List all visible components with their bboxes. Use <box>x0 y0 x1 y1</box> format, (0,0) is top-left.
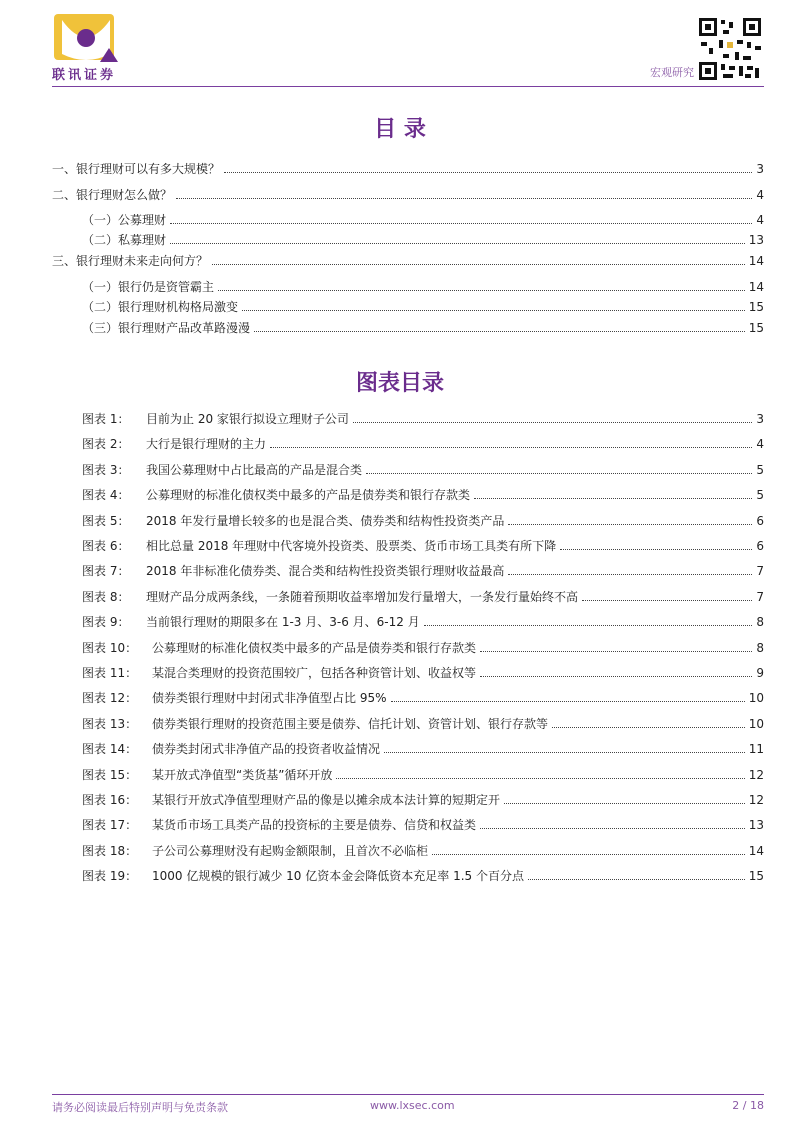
toc-title: 目 录 <box>374 117 426 142</box>
toc-entry-page: 4 <box>756 213 764 227</box>
dot-leader <box>218 289 745 291</box>
figure-number: 图表 17： <box>82 818 138 833</box>
figure-page: 3 <box>756 412 764 426</box>
figure-page: 6 <box>756 539 764 553</box>
toc-entry-page: 15 <box>748 300 764 314</box>
dot-leader <box>480 650 752 652</box>
figure-entry[interactable] <box>82 713 764 731</box>
figure-page: 14 <box>748 843 764 858</box>
figure-caption: 公募理财的标准化债权类中最多的产品是债券类和银行存款类 <box>152 640 477 655</box>
figure-caption: 债券类银行理财中封闭式非净值型占比 95% <box>152 691 387 706</box>
toc-entry-label: 三、银行理财未来走向何方？ <box>52 254 209 268</box>
dot-leader <box>480 675 752 677</box>
figure-caption: 某货币市场工具类产品的投资标的主要是债券、信贷和权益类 <box>152 818 477 833</box>
figure-number: 图表 2： <box>82 437 130 452</box>
figure-number: 图表 14： <box>82 742 138 757</box>
dot-leader <box>391 700 745 702</box>
figure-caption: 某开放式净值型“类货基”循环开放 <box>152 767 333 782</box>
figure-entry[interactable] <box>82 535 764 553</box>
dot-leader <box>560 548 752 550</box>
dot-leader <box>336 777 744 779</box>
dot-leader <box>508 573 752 575</box>
figure-entry[interactable] <box>82 662 764 680</box>
figure-entry[interactable] <box>82 764 764 782</box>
dot-leader <box>582 599 752 601</box>
dot-leader <box>170 242 745 244</box>
figure-caption: 某混合类理财的投资范围较广，包括各种资管计划、收益权等 <box>152 666 477 680</box>
figure-page: 10 <box>748 716 764 731</box>
dot-leader <box>480 827 745 829</box>
qr-code-icon <box>697 16 763 82</box>
toc-entry[interactable] <box>82 276 764 294</box>
dot-leader <box>270 446 752 448</box>
figure-number: 图表 1： <box>82 412 130 426</box>
figure-number: 图表 11： <box>82 666 138 680</box>
toc-entry-label: （二）银行理财机构格局激变 <box>82 300 239 314</box>
figure-number: 图表 9： <box>82 615 130 630</box>
figure-page: 7 <box>756 589 764 604</box>
toc-entry-page: 15 <box>748 321 764 335</box>
toc-entry-label: （三）银行理财产品改革路漫漫 <box>82 321 251 335</box>
toc-entry[interactable] <box>52 250 764 268</box>
toc-entry[interactable] <box>52 158 764 176</box>
figure-page: 12 <box>748 793 764 807</box>
figure-page: 6 <box>756 513 764 528</box>
dot-leader <box>552 726 745 728</box>
figure-number: 图表 12： <box>82 691 138 706</box>
figure-entry[interactable] <box>82 459 764 477</box>
figure-caption: 理财产品分成两条线，一条随着预期收益率增加发行量增大，一条发行量始终不高 <box>146 589 579 604</box>
figure-page: 15 <box>748 869 764 884</box>
figure-page: 8 <box>756 615 764 630</box>
footer-website[interactable]: www.lxsec.com <box>370 1099 455 1112</box>
dot-leader <box>170 222 752 224</box>
figure-entry[interactable] <box>82 560 764 578</box>
figure-entry[interactable] <box>82 814 764 832</box>
figure-caption: 2018 年发行量增长较多的也是混合类、债券类和结构性投资类产品 <box>146 513 505 528</box>
figure-entry[interactable] <box>82 789 764 807</box>
toc-entry-page: 13 <box>748 233 764 247</box>
dot-leader <box>424 624 753 626</box>
dot-leader <box>254 330 745 332</box>
dot-leader <box>176 197 752 199</box>
figure-number: 图表 10： <box>82 640 138 655</box>
footer-rule <box>52 1094 764 1095</box>
dot-leader <box>384 751 745 753</box>
dot-leader <box>212 263 745 265</box>
figure-number: 图表 16： <box>82 793 138 807</box>
dot-leader <box>242 309 745 311</box>
figure-entry[interactable] <box>82 484 764 502</box>
figure-number: 图表 19： <box>82 869 138 884</box>
dot-leader <box>504 802 745 804</box>
figure-entry[interactable] <box>82 687 764 705</box>
figure-page: 11 <box>748 742 764 757</box>
toc-entry[interactable] <box>82 296 764 314</box>
figure-caption: 2018 年非标准化债券类、混合类和结构性投资类银行理财收益最高 <box>146 564 505 579</box>
figure-caption: 债券类封闭式非净值产品的投资者收益情况 <box>152 742 381 757</box>
figure-page: 9 <box>756 666 764 680</box>
dot-leader <box>224 171 752 173</box>
dot-leader <box>474 497 752 499</box>
figure-caption: 公募理财的标准化债权类中最多的产品是债券类和银行存款类 <box>146 488 471 503</box>
dot-leader <box>353 421 752 423</box>
toc-entry[interactable] <box>82 229 764 247</box>
figure-page: 5 <box>756 488 764 503</box>
figure-page: 4 <box>756 437 764 452</box>
figures-title: 图表目录 <box>355 371 444 396</box>
figure-entry[interactable] <box>82 586 764 604</box>
figure-number: 图表 13： <box>82 716 138 731</box>
header-rule <box>52 86 764 87</box>
toc-entry-page: 14 <box>748 254 764 268</box>
figure-number: 图表 7： <box>82 564 130 579</box>
figure-caption: 大行是银行理财的主力 <box>146 437 267 452</box>
toc-entry-page: 4 <box>756 188 764 202</box>
figure-number: 图表 18： <box>82 843 138 858</box>
figure-number: 图表 4： <box>82 488 130 503</box>
figure-caption: 相比总量 2018 年理财中代客境外投资类、股票类、货币市场工具类有所下降 <box>146 539 557 553</box>
figure-caption: 债券类银行理财的投资范围主要是债券、信托计划、资管计划、银行存款等 <box>152 716 549 731</box>
figure-number: 图表 3： <box>82 462 130 477</box>
figure-entry[interactable] <box>82 637 764 655</box>
toc-entry-label: 一、银行理财可以有多大规模？ <box>52 162 221 176</box>
dot-leader <box>432 853 745 855</box>
figure-entry[interactable] <box>82 865 764 883</box>
figure-page: 8 <box>756 640 764 655</box>
toc-entry-page: 3 <box>756 162 764 176</box>
figure-caption: 某银行开放式净值型理财产品的像是以摊余成本法计算的短期定开 <box>152 793 501 807</box>
figure-number: 图表 15： <box>82 767 138 782</box>
section-label: 宏观研究 <box>650 66 694 79</box>
company-name: 联讯证券 <box>52 68 117 83</box>
figure-entry[interactable] <box>82 611 764 629</box>
toc-entry-label: （二）私募理财 <box>82 233 167 247</box>
footer-disclaimer[interactable]: 请务必阅读最后特别声明与免责条款 <box>52 1101 228 1114</box>
figure-entry[interactable] <box>82 510 764 528</box>
dot-leader <box>528 878 745 880</box>
figure-page: 7 <box>756 564 764 579</box>
figure-number: 图表 6： <box>82 539 130 553</box>
toc-entry[interactable] <box>82 317 764 335</box>
figure-caption: 1000 亿规模的银行减少 10 亿资本金会降低资本充足率 1.5 个百分点 <box>152 869 524 884</box>
figure-page: 12 <box>748 767 764 782</box>
figure-page: 13 <box>748 818 764 833</box>
figure-number: 图表 5： <box>82 513 130 528</box>
figure-caption: 子公司公募理财没有起购金额限制，且首次不必临柜 <box>152 843 429 858</box>
figure-page: 10 <box>748 691 764 706</box>
figure-entry[interactable] <box>82 433 764 451</box>
toc-entry[interactable] <box>52 184 764 202</box>
toc-entry-label: （一）银行仍是资管霸主 <box>82 280 215 294</box>
toc-entry-page: 14 <box>748 280 764 294</box>
figure-entry[interactable] <box>82 738 764 756</box>
figure-page: 5 <box>756 462 764 477</box>
dot-leader <box>508 523 752 525</box>
figure-caption: 我国公募理财中占比最高的产品是混合类 <box>146 462 363 477</box>
toc-entry[interactable] <box>82 209 764 227</box>
figure-entry[interactable] <box>82 408 764 426</box>
dot-leader <box>366 472 752 474</box>
figure-number: 图表 8： <box>82 589 130 604</box>
toc-entry-label: 二、银行理财怎么做？ <box>52 188 173 202</box>
figure-caption: 当前银行理财的期限多在 1-3 月、3-6 月、6-12 月 <box>146 615 420 630</box>
figure-caption: 目前为止 20 家银行拟设立理财子公司 <box>146 412 349 426</box>
figure-entry[interactable] <box>82 840 764 858</box>
toc-entry-label: （一）公募理财 <box>82 213 167 227</box>
page-indicator: 2 / 18 <box>732 1099 764 1112</box>
